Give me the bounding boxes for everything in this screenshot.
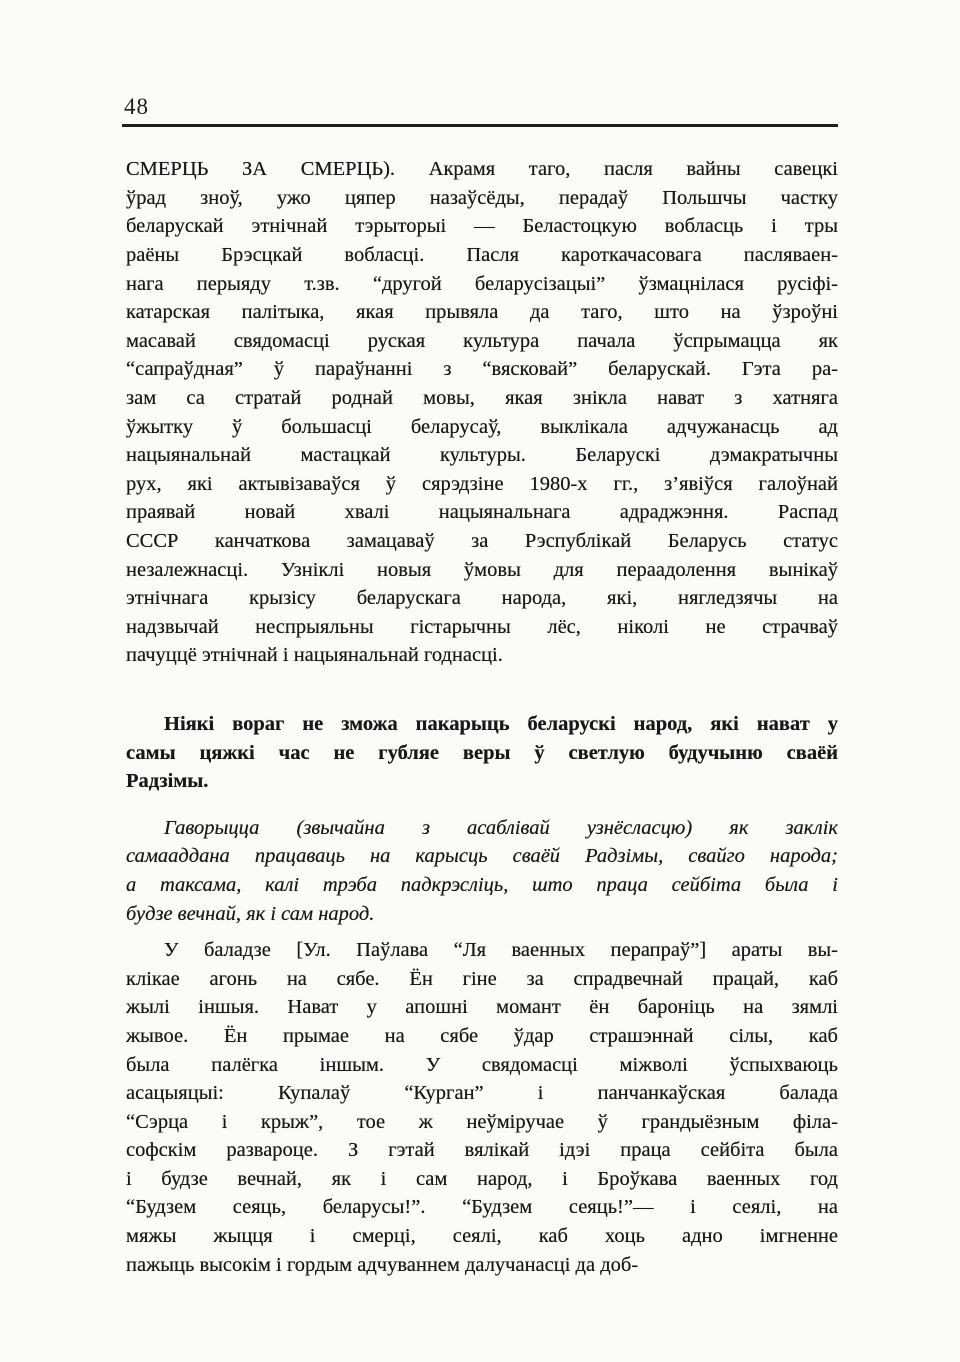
text-line: жылі іншыя. Нават у апошні момант ён бароніць на зямлі <box>126 996 838 1019</box>
header-rule <box>122 124 838 127</box>
text-line: СМЕРЦЬ ЗА СМЕРЦЬ). Акрамя таго, пасля вайны савецкі <box>126 158 838 181</box>
text-line: софскім развароце. З гэтай вялікай ідэі праца сейбіта была <box>126 1139 838 1162</box>
text-line: асацыяцыі: Купалаў “Курган” і панчанкаўская балада <box>126 1082 838 1105</box>
paragraph <box>126 936 838 1279</box>
text-line: пажыць высокім і гордым адчуваннем далучанасці да доб- <box>126 1253 639 1276</box>
text-line: надзвычай неспрыяльны гістарычны лёс, ніколі не страчваў <box>126 615 838 638</box>
text-line: У баладзе [Ул. Паўлава “Ля ваенных перапраў”] араты вы- <box>164 939 838 962</box>
page-header <box>0 0 960 127</box>
text-line: Радзімы. <box>126 770 209 793</box>
text-block <box>126 155 838 1279</box>
text-line: будзе вечнай, як і сам народ. <box>126 902 375 925</box>
text-line: самааддана працаваць на карысць сваёй Радзімы, свайго народа; <box>126 845 838 868</box>
paragraph <box>126 155 838 670</box>
text-line: рух, які актывізаваўся ў сярэдзіне 1980-х гг., з’явіўся галоўнай <box>126 472 838 495</box>
text-line: пачуццё этнічнай і нацыянальнай годнасці. <box>126 644 503 667</box>
text-line: клікае агонь на сябе. Ён гіне за спрадвечнай працай, каб <box>126 967 838 990</box>
text-line: і будзе вечнай, як і сам народ, і Броўкава ваенных год <box>126 1167 838 1190</box>
text-line: праявай новай хвалі нацыянальнага адраджэння. Распад <box>126 501 838 524</box>
text-line: нага перыяду т.зв. “другой беларусізацыі” ўзмацнілася русіфі- <box>126 272 838 295</box>
text-line: катарская палітыка, якая прывяла да таго, што на ўзроўні <box>126 301 838 324</box>
text-line: “Сэрца і крыж”, тое ж неўміручае ў грандыёзным філа- <box>126 1110 838 1133</box>
text-line: масавай свядомасці руская культура пачала ўспрымацца як <box>126 329 838 352</box>
text-line: а таксама, калі трэба падкрэсліць, што праца сейбіта была і <box>126 873 838 896</box>
paragraph <box>126 814 838 928</box>
text-line: самы цяжкі час не губляе веры ў светлую будучыню сваёй <box>126 741 838 764</box>
text-line: нацыянальнай мастацкай культуры. Беларускі дэмакратычны <box>126 444 838 467</box>
page-number: 48 <box>124 94 149 119</box>
text-line: была палёгка іншым. У свядомасці міжволі ўспыхваюць <box>126 1053 838 1076</box>
text-line: беларускай этнічнай тэрыторыі — Беластоцкую вобласць і тры <box>126 215 838 238</box>
text-line: ўжытку ў большасці беларусаў, выклікала адчужанасць ад <box>126 415 838 438</box>
text-line: “Будзем сеяць, беларусы!”. “Будзем сеяць!”— і сеялі, на <box>126 1196 838 1219</box>
text-line: “сапраўдная” ў параўнанні з “вясковай” беларускай. Гэта ра- <box>126 358 838 381</box>
text-line: СССР канчаткова замацаваў за Рэспублікай Беларусь статус <box>126 530 838 553</box>
text-line: Гаворыцца (звычайна з асаблівай узнёсласцю) як заклік <box>164 816 838 839</box>
text-line: незалежнасці. Узніклі новыя ўмовы для пераадолення вынікаў <box>126 558 838 581</box>
text-line: мяжы жыцця і смерці, сеялі, каб хоць адно імгненне <box>126 1225 838 1248</box>
text-line: зам са стратай роднай мовы, якая знікла нават з хатняга <box>126 387 838 410</box>
text-line: Ніякі вораг не зможа пакарыць беларускі народ, які нават у <box>164 712 838 735</box>
paragraph <box>126 710 838 796</box>
text-line: этнічнага крызісу беларускага народа, які, нягледзячы на <box>126 587 838 610</box>
text-line: ўрад зноў, ужо цяпер назаўсёды, перадаў Польшчы частку <box>126 186 838 209</box>
text-line: раёны Брэсцкай вобласці. Пасля кароткачасовага пасляваен- <box>126 244 838 267</box>
text-line: жывое. Ён прымае на сябе ўдар страшэннай сілы, каб <box>126 1024 838 1047</box>
